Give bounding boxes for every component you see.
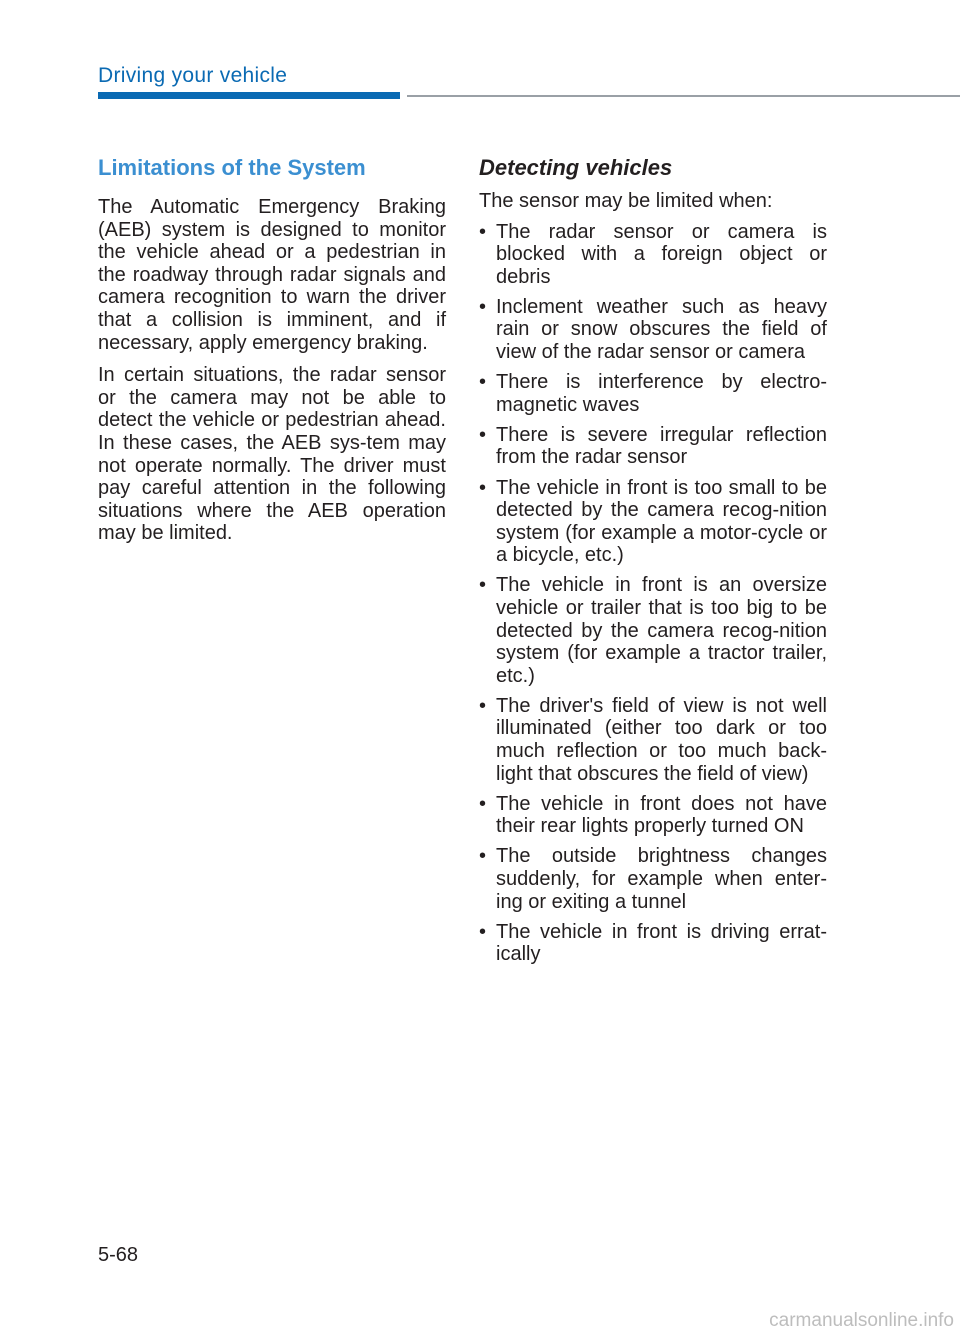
subsection-title: Detecting vehicles	[479, 155, 673, 180]
list-item: • The driver's field of view is not well illuminated (either too dark or too much reflection or too much back-light that obscures the field of view)	[479, 694, 827, 785]
list-item: • The vehicle in front is an oversize vehicle or trailer that is too big to be detected by the camera recog-nition system (for example a tractor trailer, etc.)	[479, 574, 827, 687]
list-item: • There is severe irregular reflection from the radar sensor	[479, 423, 827, 469]
paragraph: In certain situations, the radar sensor or the camera may not be able to detect the vehicle or pedestrian ahead. In these cases, the AEB sys-tem may not operate normally. The driver must pay careful attention in the following situations where the AEB operation may be limited.	[98, 364, 446, 545]
bullet-icon: •	[479, 476, 487, 499]
list-item: • The vehicle in front is too small to be detected by the camera recog-nition system (for example a motor-cycle or a bicycle, etc.)	[479, 476, 827, 567]
bullet-icon: •	[479, 423, 487, 446]
lead-sentence: The sensor may be limited when:	[479, 190, 773, 212]
paragraph: The Automatic Emergency Braking (AEB) system is designed to monitor the vehicle ahead or a pedestrian in the roadway through radar signals and camera recognition to warn the driver that a collision is imminent, and if necessary, apply emergency braking.	[98, 196, 446, 354]
header-rule-accent	[98, 92, 400, 99]
bullet-icon: •	[479, 220, 487, 243]
page-number: 5-68	[98, 1244, 139, 1266]
bullet-icon: •	[479, 920, 487, 943]
list-item: • The radar sensor or camera is blocked with a foreign object or debris	[479, 220, 827, 288]
limitation-list	[479, 221, 827, 966]
watermark[interactable]: carmanualsonline.info	[769, 1310, 954, 1331]
bullet-icon: •	[479, 295, 487, 318]
bullet-icon: •	[479, 574, 487, 597]
list-item: • Inclement weather such as heavy rain or snow obscures the field of view of the radar sensor or camera	[479, 295, 827, 364]
list-item: • The vehicle in front is driving errat-ically	[479, 920, 827, 966]
running-header: Driving your vehicle	[98, 64, 288, 87]
bullet-icon: •	[479, 845, 487, 868]
left-column	[98, 154, 446, 555]
bullet-icon: •	[479, 694, 487, 717]
bullet-icon: •	[479, 371, 487, 394]
section-title: Limitations of the System	[98, 155, 366, 180]
right-column	[479, 154, 827, 973]
header-rule-divider	[407, 95, 960, 97]
list-item: • The outside brightness changes suddenly, for example when enter-ing or exiting a tunnel	[479, 845, 827, 913]
list-item: • There is interference by electro-magnetic waves	[479, 371, 827, 416]
bullet-icon: •	[479, 792, 487, 815]
list-item: • The vehicle in front does not have their rear lights properly turned ON	[479, 792, 827, 838]
